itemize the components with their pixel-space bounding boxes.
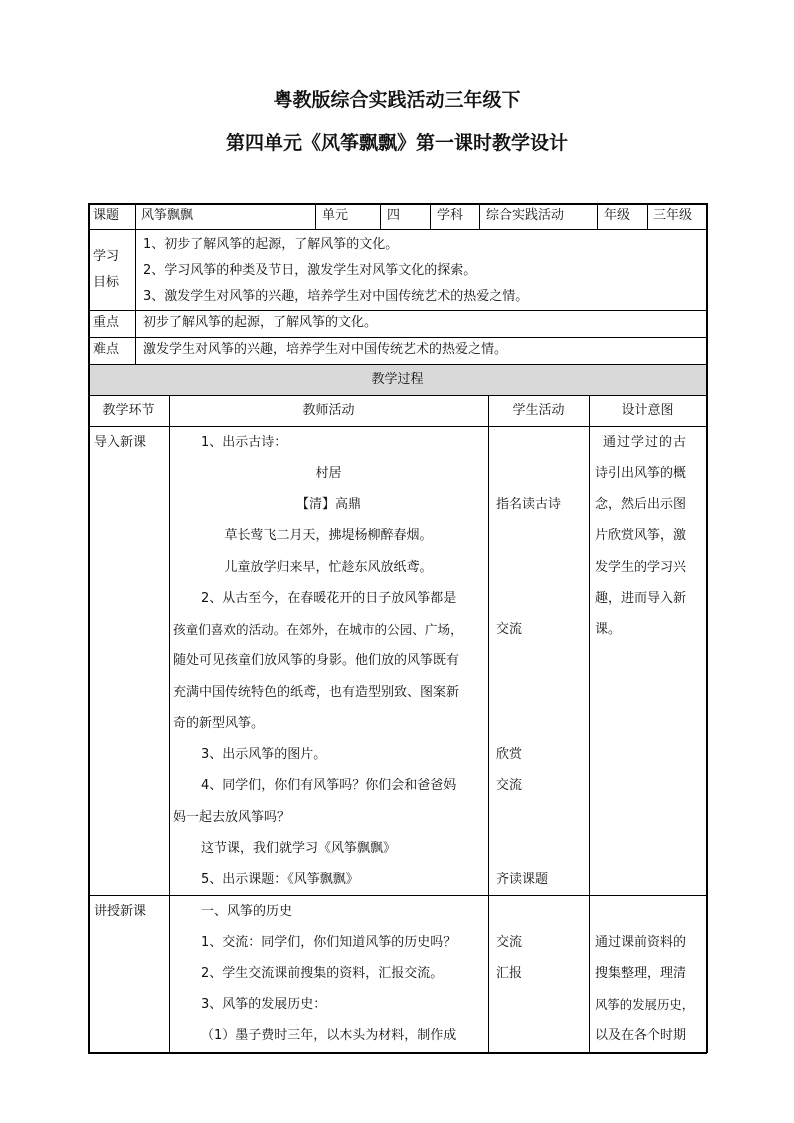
intent-line: 搜集整理，理清 [595,966,687,981]
teacher-line: 5、出示课题：《风筝飘飘》 [201,872,359,887]
intent-line: 以及在各个时期 [595,1028,687,1043]
student-activity: 交流 [496,778,523,793]
teacher-line: 一、风筝的历史 [201,904,293,919]
col-divider [380,203,381,229]
teacher-line: 2、学生交流课前搜集的资料，汇报交流。 [201,966,444,981]
col-divider [315,203,316,229]
difficulty-label: 难点 [93,342,120,357]
unit-label: 单元 [322,208,349,223]
subject-value: 综合实践活动 [486,208,565,223]
student-activity: 汇报 [496,966,523,981]
poem-line: 儿童放学归来早，忙趁东风放纸鸢。 [224,560,433,575]
col-header-teacher: 教师活动 [302,403,355,418]
goals-label-line1: 学习 [93,249,120,264]
table-border-left [88,203,90,1053]
difficulty-text: 激发学生对风筝的兴趣，培养学生对中国传统艺术的热爱之情。 [143,342,508,357]
col-divider [430,203,431,229]
row-divider [88,426,707,427]
col-header-stage: 教学环节 [102,403,155,418]
topic-label: 课题 [93,208,120,223]
col-divider [488,395,489,1053]
row-divider [88,364,707,365]
poem-title: 村居 [315,466,342,481]
intent-line: 风筝的发展历史， [595,997,695,1012]
intent-line: 通过学过的古 [603,435,688,450]
intent-line: 课。 [595,622,622,637]
process-header: 教学过程 [371,372,424,387]
goals-label-line2: 目标 [93,275,120,290]
teacher-line: 这节课，我们就学习《风筝飘飘》 [201,841,397,856]
col-divider [647,203,648,229]
row-divider [88,895,707,896]
row-divider [88,310,707,311]
key-point-label: 重点 [93,315,120,330]
intent-line: 发学生的学习兴 [595,560,687,575]
teacher-line: 妈一起去放风筝吗？ [173,810,291,825]
grade-label: 年级 [604,208,631,223]
student-activity: 欣赏 [496,747,523,762]
intent-line: 片欣赏风筝，激 [595,528,687,543]
unit-value: 四 [387,208,401,223]
teacher-line: 充满中国传统特色的纸鸢，也有造型别致、图案新 [173,685,460,700]
row-divider [88,337,707,338]
teacher-line: 4、同学们，你们有风筝吗？你们会和爸爸妈 [201,778,457,793]
stage-teach: 讲授新课 [94,904,147,919]
table-border-bottom [88,1052,707,1054]
intent-line: 诗引出风筝的概 [595,466,687,481]
row-divider [88,229,707,230]
col-header-intent: 设计意图 [621,403,674,418]
student-activity: 指名读古诗 [496,497,562,512]
teacher-line: 奇的新型风筝。 [173,716,265,731]
student-activity: 齐读课题 [496,872,549,887]
teacher-line: 1、出示古诗： [201,435,288,450]
intent-line: 趣，进而导入新 [595,591,687,606]
teacher-line: （1）墨子费时三年，以木头为材料，制作成 [201,1028,457,1043]
table-border-top [88,203,707,205]
intent-line: 通过课前资料的 [595,935,687,950]
col-divider [597,203,598,229]
teacher-line: 1、交流：同学们，你们知道风筝的历史吗？ [201,935,457,950]
poem-line: 草长莺飞二月天，拂堤杨柳醉春烟。 [224,528,433,543]
teacher-line: 3、出示风筝的图片。 [201,747,327,762]
col-divider [169,395,170,1053]
goal-item: 1、初步了解风筝的起源，了解风筝的文化。 [143,237,399,252]
goal-item: 2、学习风筝的种类及节日，激发学生对风筝文化的探索。 [143,263,477,278]
teacher-line: 3、风筝的发展历史： [201,997,327,1012]
intent-line: 念，然后出示图 [595,497,687,512]
col-divider [135,203,136,364]
poem-author: 【清】高鼎 [295,497,361,512]
page-title: 粤教版综合实践活动三年级下 [273,89,521,111]
subject-label: 学科 [437,208,464,223]
teacher-line: 2、从古至今，在春暖花开的日子放风筝都是 [201,591,457,606]
student-activity: 交流 [496,935,523,950]
page-subtitle: 第四单元《风筝飘飘》第一课时教学设计 [225,132,568,154]
col-divider [479,203,480,229]
stage-intro: 导入新课 [94,435,147,450]
grade-value: 三年级 [653,208,693,223]
teacher-line: 孩童们喜欢的活动。在郊外，在城市的公园、广场， [173,622,463,637]
key-point-text: 初步了解风筝的起源，了解风筝的文化。 [143,315,378,330]
goal-item: 3、激发学生对风筝的兴趣，培养学生对中国传统艺术的热爱之情。 [143,289,529,304]
topic-value: 风筝飘飘 [141,208,194,223]
student-activity: 交流 [496,622,523,637]
row-divider [88,395,707,396]
col-header-student: 学生活动 [512,403,565,418]
teacher-line: 随处可见孩童们放风筝的身影。他们放的风筝既有 [173,653,460,668]
col-divider [589,395,590,1053]
table-border-right [706,203,708,1053]
